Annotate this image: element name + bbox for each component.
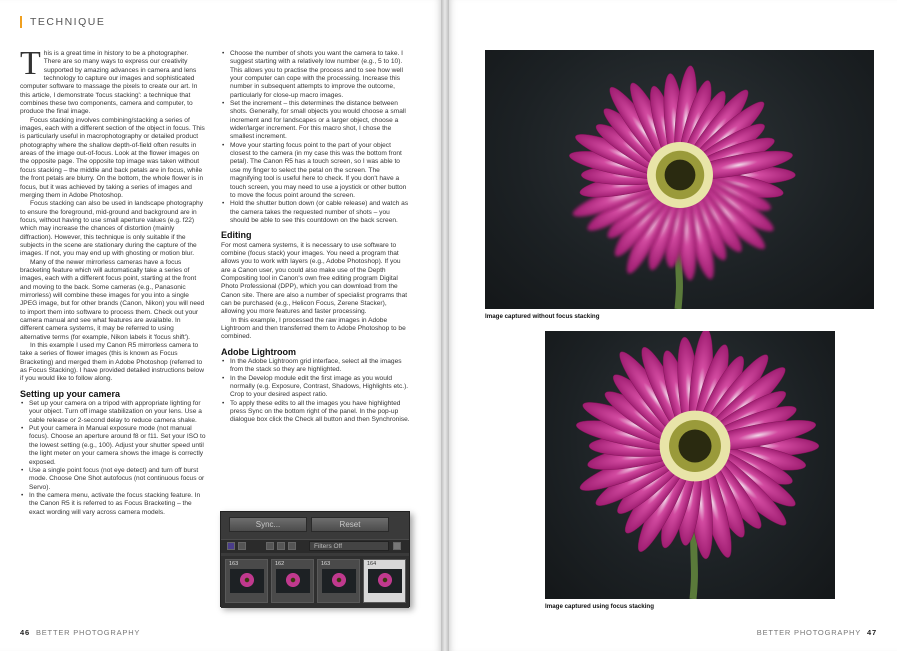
body-paragraph: For most camera systems, it is necessary to use software to combine (focus stack) your images. You need a program that allows you to work with layers (e.g., Adobe Photoshop). If you are a Canon user, you could also make use of the Depth Compositing tool in Canon's own free editing program Digital Photo Professional (DPP), which you can download from the Canon site. There are also a number of specialist programs that can be purchased (e.g., Helicon Focus, Zerene Stacker), allowing you more features and faster processing. <box>221 241 408 316</box>
list-item: • Move your starting focus point to the part of your object closest to the camera (in my case this was the bottom front petal). The Canon R5 has a touch screen, so I was able to use my finger to select the petal on the screen. The magnifying tool is useful here to check. If you don't have a touch screen, you may need to use a joystick or other button to move the focus point around the screen. <box>221 142 411 200</box>
reset-button[interactable]: Reset <box>311 517 389 532</box>
sync-button[interactable]: Sync... <box>229 517 307 532</box>
left-folio: 46 BETTER PHOTOGRAPHY <box>20 628 141 637</box>
filter-select[interactable]: Filters Off <box>309 541 389 551</box>
thumbnail[interactable]: 163 <box>317 559 360 603</box>
grid-view-icon[interactable] <box>227 542 235 550</box>
list-item: • In the Adobe Lightroom grid interface, select all the images from the stack so they are highlighted. <box>221 358 411 375</box>
body-paragraph: Many of the newer mirrorless cameras have a focus bracketing feature which will automatically take a series of images, each with a different focus point, starting at the front and moving to the back. Some cameras (e.g., Panasonic mirrorless) will combine these images for you into a single JPEG image, but for other brands (Canon, Nikon) you will need to import them into software to process them. Check out your camera manual and see what features are available. In different camera systems, it may be referred to using alternative terms (for example, Nikon labels it 'focus shift'). <box>20 258 205 341</box>
list-item: • Put your camera in Manual exposure mode (not manual focus). Choose an aperture around f8 or f11. Set your ISO to the lowest setting (e.g., 100). Adjust your shutter speed until the light meter on your camera shows the image is correctly exposed. <box>20 425 206 467</box>
flower-photo-unstacked <box>485 50 874 309</box>
list-item: • To apply these edits to all the images you have highlighted press Sync on the bottom right of the panel. In the pop-up dialogue box click the Check all button and then Synchronise. <box>221 400 411 425</box>
body-paragraph: In this example I used my Canon R5 mirrorless camera to take a series of flower images (this is known as Focus Bracketing) and merged them in Adobe Photoshop (referred to as Focus Stacking). I have provided detailed instructions below if you would like to follow along. <box>20 342 204 383</box>
spine <box>441 0 449 651</box>
body-paragraph: In this example, I processed the raw images in Adobe Lightroom and then transferred them to Adobe Photoshop to be combined. <box>221 316 406 341</box>
list-item: • Choose the number of shots you want the camera to take. I suggest starting with a relatively low number (e.g., 5 to 10). This allows you to practise the process and to see how well your computer can cope with the processing. Increase this number in subsequent attempts to improve the outcome, particularly for close-up macro images. <box>221 50 411 100</box>
list-item: • Set the increment – this determines the distance between shots. Generally, for small objects you would choose a small increment and for landscapes or a larger object, choose a wider/larger increment. For this macro shot, I chose the smallest increment. <box>221 100 411 142</box>
list-item: • Hold the shutter button down (or cable release) and watch as the camera takes the requested number of shots – you should be able to see this countdown on the back screen. <box>221 200 411 225</box>
list-item: • Use a single point focus (not eye detect) and turn off burst mode. Choose One Shot autofocus (not continuous focus or Servo). <box>20 467 206 492</box>
people-view-icon[interactable] <box>288 542 296 550</box>
section-label: TECHNIQUE <box>20 16 105 28</box>
compare-view-icon[interactable] <box>266 542 274 550</box>
right-folio: BETTER PHOTOGRAPHY 47 <box>756 628 877 637</box>
thumbnail-image <box>368 569 402 593</box>
drop-cap: T <box>20 45 41 82</box>
thumbnail[interactable]: 162 <box>271 559 314 603</box>
setup-list-continued <box>221 50 411 225</box>
list-item: • In the Develop module edit the first image as you would normally (e.g. Exposure, Contrast, Shadows, Highlights etc.). Crop to your desired aspect ratio. <box>221 375 411 400</box>
setup-heading: Setting up your camera <box>20 388 121 399</box>
list-item: • In the camera menu, activate the focus stacking feature. In the Canon R5 it is referred to as Focus Bracketing – the exact wording will vary across camera models. <box>20 492 206 517</box>
lightroom-screenshot <box>220 511 410 607</box>
caption-bottom: Image captured using focus stacking <box>545 603 654 610</box>
column-1 <box>20 45 206 517</box>
setup-list <box>20 400 206 517</box>
lightroom-heading: Adobe Lightroom <box>221 346 296 357</box>
list-item: • Set up your camera on a tripod with appropriate lighting for your object. Turn off image stabilization on your lens. Use a cable release or 2-second delay to reduce camera shake. <box>20 400 206 425</box>
thumbnail-image <box>230 569 264 593</box>
thumbnail-image <box>322 569 356 593</box>
thumbnail-selected[interactable]: 164 <box>363 559 406 603</box>
body-paragraph: Focus stacking involves combining/stacking a series of images, each with a different section of the object in focus. This is particularly useful in macrophotography or detailed product photography where the shallow depth-of-field often results in areas of the image out-of-focus. Look at the flower images on the opposite page. The opposite top image was taken without focus stacking – the middle and back petals are in focus, while the front petals are blurry. On the bottom, the whole flower is in focus, but it was achieved by taking a series of images and merging them in Adobe Photoshop. <box>20 116 205 199</box>
flower-photo-stacked <box>545 331 835 599</box>
editing-heading: Editing <box>221 230 252 241</box>
intro-paragraph: This is a great time in history to be a photographer. There are so many ways to express our creativity supported by amazing advances in camera and lens technology to capture our images and sophisticated computer software to massage the pixels to create our art. In this article, I demonstrate 'focus stacking': a technique that combines these two components, camera and computer, to produce the final image. <box>20 45 198 116</box>
column-2 <box>221 50 411 425</box>
loupe-view-icon[interactable] <box>238 542 246 550</box>
filmstrip <box>221 556 409 608</box>
filter-toggle-icon[interactable] <box>393 542 401 550</box>
body-paragraph: Focus stacking can also be used in landscape photography to ensure the foreground, mid-ground and background are in focus, without having to use small aperture values (e.g. f22) which may increase the chances of distortion (mainly diffraction). However, this technique is only suitable if the subjects in the scene are stationary during the capture of the images. If not, you may end up with ghosting or motion blur. <box>20 200 204 258</box>
thumbnail-image <box>276 569 310 593</box>
lightroom-list <box>221 358 411 425</box>
survey-view-icon[interactable] <box>277 542 285 550</box>
left-page <box>0 0 441 651</box>
right-page <box>449 0 897 651</box>
caption-top: Image captured without focus stacking <box>485 313 600 320</box>
thumbnail[interactable]: 163 <box>225 559 268 603</box>
